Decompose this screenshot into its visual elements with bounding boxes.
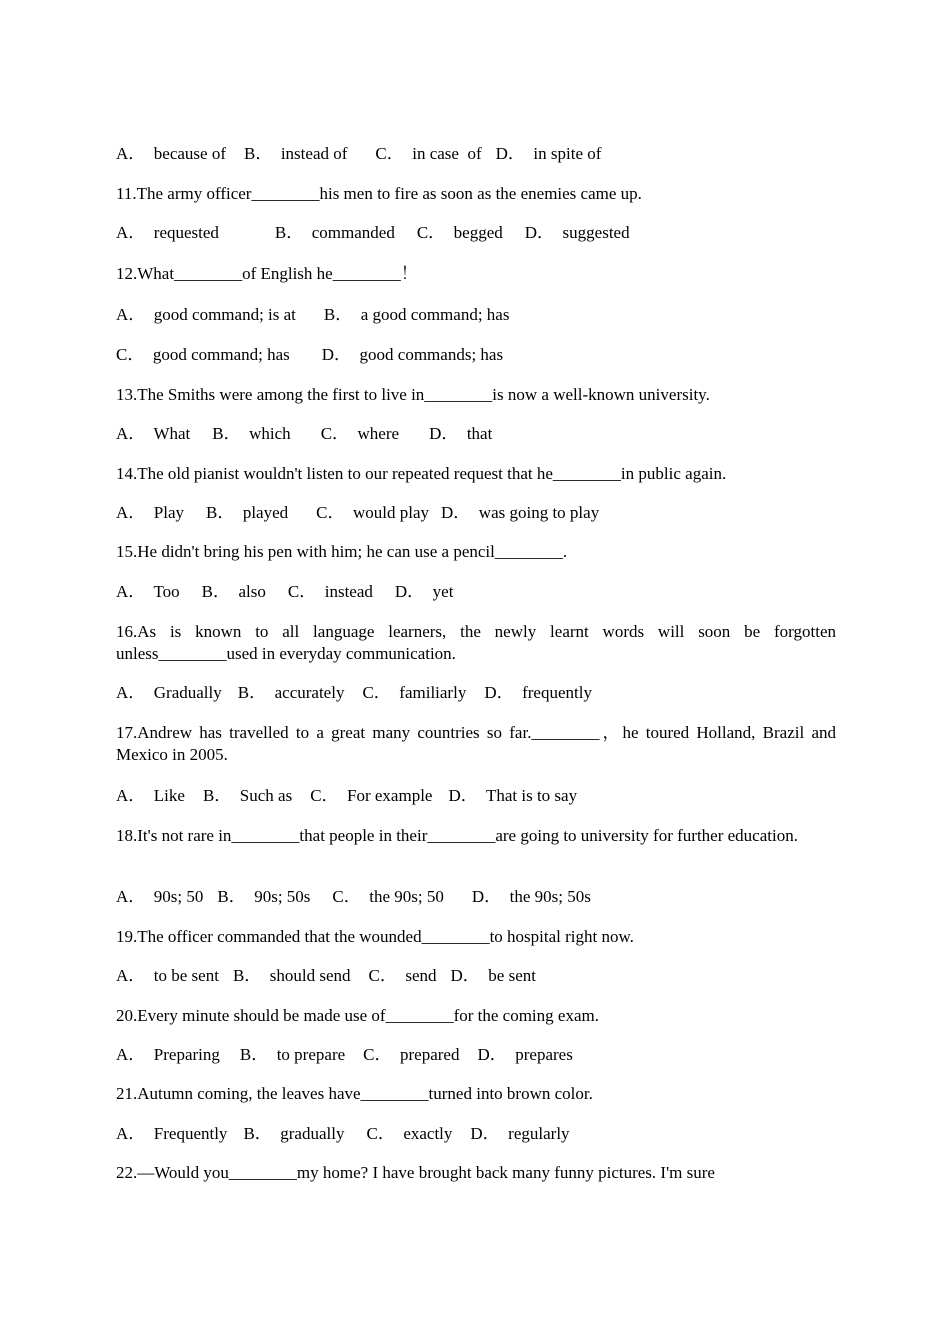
- answer-option: C． would play: [316, 503, 430, 522]
- question-text: 13.The Smiths were among the first to live in________is now a well-known university.: [116, 385, 710, 404]
- answer-option: A． because of: [116, 144, 226, 163]
- answer-option: D． regularly: [470, 1124, 570, 1143]
- answer-option: D． frequently: [484, 683, 592, 702]
- question-text: 21.Autumn coming, the leaves have________turned into brown color.: [116, 1084, 593, 1103]
- question-text: 20.Every minute should be made use of________for the coming exam.: [116, 1006, 599, 1025]
- question-text: 16.As is known to all language learners, the newly learnt words will soon be forgotten unless________used in everyday communication.: [116, 622, 836, 663]
- answer-option: B． also: [201, 582, 266, 601]
- answer-options: [116, 965, 836, 987]
- answer-option: A． Like: [116, 786, 185, 805]
- answer-option: D． be sent: [450, 966, 536, 985]
- answer-option: B． to prepare: [239, 1045, 346, 1064]
- answer-option: C． good command; has: [116, 345, 290, 364]
- answer-option: D． in spite of: [495, 144, 602, 163]
- question-text: 17.Andrew has travelled to a great many countries so far.________，he toured Holland, Brazil and Mexico in 2005.: [116, 723, 836, 764]
- answer-option: C． the 90s; 50: [332, 887, 444, 906]
- answer-option: B． gradually: [243, 1124, 345, 1143]
- answer-option: A． good command; is at: [116, 305, 296, 324]
- answer-option: D． the 90s; 50s: [471, 887, 591, 906]
- answer-options: [116, 886, 836, 908]
- answer-option: B． commanded: [274, 223, 395, 242]
- answer-option: C． For example: [310, 786, 433, 805]
- answer-option: B． accurately: [237, 683, 345, 702]
- answer-option: B． Such as: [202, 786, 293, 805]
- answer-option: D． prepares: [477, 1045, 573, 1064]
- answer-option: D． was going to play: [441, 503, 600, 522]
- answer-options: [116, 304, 836, 326]
- answer-option: B． 90s; 50s: [217, 887, 311, 906]
- answer-options: [116, 222, 836, 244]
- answer-options: [116, 502, 836, 524]
- question-text: 12.What________of English he________！: [116, 264, 418, 283]
- answer-option: A． What: [116, 424, 191, 443]
- answer-option: B． instead of: [244, 144, 348, 163]
- answer-options: [116, 581, 836, 603]
- answer-option: D． yet: [394, 582, 454, 601]
- question-text: 14.The old pianist wouldn't listen to our repeated request that he________in public again.: [116, 464, 727, 483]
- question-text: 18.It's not rare in________that people in their________are going to university for further education.: [116, 826, 798, 845]
- answer-option: A． Gradually: [116, 683, 222, 702]
- answer-option: C． exactly: [366, 1124, 453, 1143]
- question-text: 15.He didn't bring his pen with him; he can use a pencil________.: [116, 542, 568, 561]
- answer-option: D． that: [429, 424, 493, 443]
- answer-option: A． Play: [116, 503, 184, 522]
- answer-option: D． That is to say: [448, 786, 578, 805]
- answer-options: [116, 344, 836, 366]
- question-text: 11.The army officer________his men to fire as soon as the enemies came up.: [116, 184, 642, 203]
- answer-option: A． Preparing: [116, 1045, 220, 1064]
- question-text: 22.—Would you________my home? I have brought back many funny pictures. I'm sure: [116, 1163, 715, 1182]
- answer-option: A． requested: [116, 223, 219, 242]
- answer-option: C． where: [320, 424, 400, 443]
- answer-option: B． should send: [232, 966, 351, 985]
- answer-option: D． good commands; has: [321, 345, 504, 364]
- answer-option: B． a good command; has: [323, 305, 510, 324]
- answer-option: C． familiarly: [362, 683, 467, 702]
- answer-option: A． Too: [116, 582, 180, 601]
- answer-option: A． Frequently: [116, 1124, 228, 1143]
- answer-options: [116, 1123, 836, 1145]
- answer-option: B． played: [206, 503, 289, 522]
- question-text: 19.The officer commanded that the wounded________to hospital right now.: [116, 927, 634, 946]
- answer-options: [116, 1044, 836, 1066]
- answer-option: A． 90s; 50: [116, 887, 204, 906]
- answer-option: C． instead: [287, 582, 373, 601]
- answer-options: [116, 143, 836, 165]
- answer-option: A． to be sent: [116, 966, 219, 985]
- answer-option: C． in case of: [375, 144, 482, 163]
- answer-options: [116, 785, 836, 807]
- answer-option: C． begged: [416, 223, 503, 242]
- answer-option: B． which: [212, 424, 291, 443]
- answer-option: C． send: [368, 966, 437, 985]
- answer-options: [116, 682, 836, 704]
- answer-option: C． prepared: [363, 1045, 460, 1064]
- answer-option: D． suggested: [524, 223, 630, 242]
- answer-options: [116, 423, 836, 445]
